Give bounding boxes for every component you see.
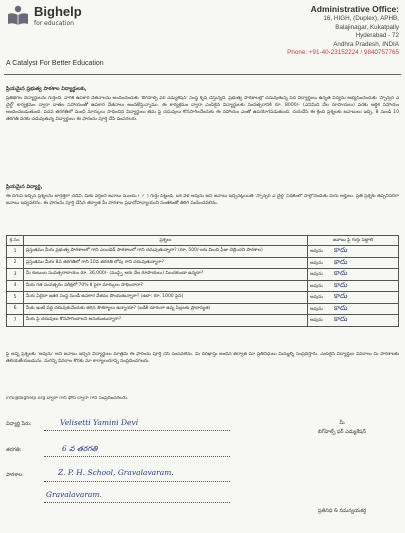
office-line: Balajinagar, Kukatpally bbox=[335, 23, 399, 31]
row-number: 4 bbox=[7, 280, 24, 292]
answer-yes: అవును bbox=[310, 283, 323, 289]
row-number: 2 bbox=[7, 257, 24, 269]
handwritten-tick-answer: కాదు bbox=[334, 280, 348, 289]
answer-yes: అవును bbox=[310, 318, 323, 324]
class-field[interactable]: 6 వ తరగతి bbox=[62, 444, 98, 453]
class-line bbox=[44, 456, 230, 457]
school-label: పాఠశాల: bbox=[6, 472, 24, 478]
row-answer[interactable] bbox=[308, 246, 399, 258]
table-row bbox=[7, 257, 399, 269]
col-header-answer: జవాబు పై గుర్తు పెట్టాలి bbox=[308, 236, 399, 246]
table-row bbox=[7, 269, 399, 281]
row-question: ప్రస్తుతము మీరు ప్రభుత్వ పాఠశాలలో గాని ఎయిడెడ్ పాఠశాలలో గాని చదువుతున్నారా? (రూ. 500/-లకు మించి ఫీజు చెల్లించని పాఠశాల) bbox=[24, 246, 308, 258]
row-question: మీరు పై చదువులు కొనసాగించాలని అనుకుంటున్నారా? bbox=[24, 315, 308, 327]
instructions-paragraph: ఈ దిగువ ఇచ్చిన ప్రశ్నలను జాగ్రత్తగా చదివి, మీకు వర్తించే జవాబు ముందు ( ✓ ) గుర్తు పెట్టండి. ఒక వేళ అవును అని జవాబు ఇచ్చినట్లయితే 'స్పాన్సర్ ఎ చైల్డ్' పథకంలో పాల్గొనేందుకు మీరు అర్హులు. ప్రతి ప్రశ్నకు తప్పనిసరిగా జవాబు ఇవ్వవలెను. ఈ ఫారంను పూర్తి చేసిన తర్వాత మీ పాఠశాల ప్రధానోపాధ్యాయుని సంతకంతో తిరిగి పంపించవలెను. bbox=[6, 194, 399, 206]
signature-org: బిగ్‌హెల్ప్ ఫర్ ఎడ్యుకేషన్ bbox=[317, 429, 366, 435]
header-divider bbox=[4, 74, 401, 75]
brand-subtitle: for education bbox=[34, 20, 74, 27]
row-question: మీకు ఇంటి వద్ద చదువుకునేందుకు తగిన సౌకర్యాలు ఉన్నాయా? (బడికి దూరంగా ఉన్న పిల్లలకు ప్రాధాన్యత) bbox=[24, 303, 308, 315]
row-answer[interactable] bbox=[308, 269, 399, 281]
office-phone: Phone: +91-40-23152224 / 9840757765 bbox=[287, 49, 399, 57]
row-question: మీరు ఏదైనా ఇతర సంస్థ నుండి ఉపకార వేతనం పొందుతున్నారా? (ఉదా: రూ. 1000 పైన) bbox=[24, 292, 308, 304]
row-number: 5 bbox=[7, 292, 24, 304]
handwritten-tick-answer: కాదు bbox=[334, 292, 348, 301]
student-name-field[interactable]: Velisetti Yamini Devi bbox=[60, 418, 139, 427]
office-line: 16, HIGH, (Duplex), APHB, bbox=[323, 15, 399, 22]
handwritten-tick-answer: కాదు bbox=[334, 303, 348, 312]
greeting-student: ప్రియమైన విద్యార్థి, bbox=[6, 184, 43, 190]
answer-yes: అవును bbox=[310, 295, 323, 301]
student-name-line bbox=[44, 430, 230, 431]
handwritten-tick-answer: కాదు bbox=[334, 257, 348, 266]
row-question: మీ కుటుంబ సంవత్సరాదాయం రూ. 36,000/- (ముప్పై ఆరు వేల రూపాయలు) మించకుండా ఉన్నదా? bbox=[24, 269, 308, 281]
signature-salutation: మీ bbox=[339, 420, 345, 426]
row-answer[interactable] bbox=[308, 315, 399, 327]
office-line: Hyderabad - 72 bbox=[355, 32, 399, 40]
answer-yes: అవును bbox=[310, 306, 323, 312]
row-answer[interactable] bbox=[308, 280, 399, 292]
row-answer[interactable] bbox=[308, 292, 399, 304]
contact-line: info@bighelp.org ద్వారా గాని ఫోన్ ద్వారా గాని సంప్రదించగలరు. bbox=[6, 396, 129, 401]
col-header-questions: ప్రశ్నలు bbox=[24, 236, 308, 246]
answer-yes: అవును bbox=[310, 272, 323, 278]
table-row bbox=[7, 292, 399, 304]
table-row bbox=[7, 303, 399, 315]
answer-yes: అవును bbox=[310, 249, 323, 255]
row-number: 7 bbox=[7, 315, 24, 327]
row-number: 6 bbox=[7, 303, 24, 315]
class-label: తరగతి: bbox=[6, 447, 22, 453]
row-question: మీరు గత సంవత్సరం పరీక్షలో 70% కి పైగా మార్కులు సాధించారా? bbox=[24, 280, 308, 292]
signature-block bbox=[297, 420, 387, 436]
tagline: A Catalyst For Better Education bbox=[6, 60, 104, 67]
brand-name: Bighelp bbox=[34, 4, 82, 19]
table-header-row bbox=[7, 236, 399, 246]
row-number: 3 bbox=[7, 269, 24, 281]
office-address bbox=[229, 4, 399, 58]
school-field[interactable]: Z. P. H. School, Gravalavaram. bbox=[58, 468, 174, 477]
table-row bbox=[7, 246, 399, 258]
row-answer[interactable] bbox=[308, 257, 399, 269]
student-name-label: విద్యార్థి పేరు: bbox=[6, 421, 32, 427]
school-line bbox=[44, 481, 230, 482]
closing-paragraph: పై అన్ని ప్రశ్నలకు 'అవును' అని జవాబు ఇచ్చిన విద్యార్థులు మాత్రమే ఈ ఫారంను పూర్తి చేసి పంపవలెను. మీ దరఖాస్తు అందిన తర్వాత మా ప్రతినిధులు మిమ్మల్ని సంప్రదిస్తారు. ఎంపికైన విద్యార్థుల వివరాలు మీ పాఠశాలకు తెలియజేయబడును. మరిన్ని వివరాల కొరకు మా కార్యాలయాన్ని సంప్రదించగలరు. bbox=[6, 352, 399, 364]
village-field[interactable]: Gravalavaram. bbox=[46, 490, 102, 499]
table-row bbox=[7, 315, 399, 327]
handwritten-tick-answer: కాదు bbox=[334, 269, 348, 278]
office-title: Administrative Office: bbox=[310, 4, 399, 14]
row-question: ప్రస్తుతము మీరు 8వ తరగతిలో గాని 10వ తరగతి లోపు గాని చదువుతున్నారా? bbox=[24, 257, 308, 269]
row-answer[interactable] bbox=[308, 303, 399, 315]
row-number: 1 bbox=[7, 246, 24, 258]
table-row bbox=[7, 280, 399, 292]
handwritten-tick-answer: కాదు bbox=[334, 246, 348, 255]
answer-yes: అవును bbox=[310, 260, 323, 266]
office-line: Andhra Pradesh, INDIA bbox=[333, 40, 399, 48]
eligibility-table bbox=[6, 235, 399, 327]
col-header-number: క్ర.సం. bbox=[7, 236, 24, 246]
greeting-principals: ప్రియమైన ప్రభుత్వ పాఠశాల విద్యార్థులకు, bbox=[6, 86, 87, 92]
village-line bbox=[44, 502, 230, 503]
intro-paragraph: ప్రతిభగల విద్యార్థులను గుర్తించి, వారికి ఉపకార వేతనాలను అందించేందుకు 'బిగ్‌హెల్ప్ ఫర్ ఎడ్యుకేషన్' సంస్థ కృషి చేస్తున్నది. ప్రభుత్వ పాఠశాలల్లో చదువుతున్న పేద విద్యార్థులు ఉన్నత విద్యను అభ్యసించేందుకు 'స్పాన్సర్ ఎ చైల్డ్' కార్యక్రమం ద్వారా దాతల సహాయంతో ఉపకార వేతనాలు అందజేస్తున్నాము. ఈ కార్యక్రమం ద్వారా ఎంపికైన విద్యార్థులకు సంవత్సరానికి రూ. 8000/- (ఎనిమిది వేల రూపాయలు) వరకు ఆర్థిక సహాయం అందించబడుతుంది. పదవ తరగతిలో మంచి మార్కులు సాధించిన విద్యార్థులు తమ పై చదువులు కొనసాగించేందుకు ఈ సహాయం ఎంతో ఉపయోగపడుతుంది. దయచేసి ఈ క్రింది ప్రశ్నలకు జవాబులు ఇచ్చి, 8 నుండి 10 తరగతి వరకు చదువుతున్న విద్యార్థులు ఈ ఫారంను పూర్తి చేసి పంపగలరు. bbox=[6, 96, 399, 122]
handwritten-tick-answer: కాదు bbox=[334, 315, 348, 324]
book-logo-icon bbox=[6, 4, 30, 26]
signature-title: ప్రతినిధి & సమన్వయకర్త bbox=[317, 508, 367, 514]
